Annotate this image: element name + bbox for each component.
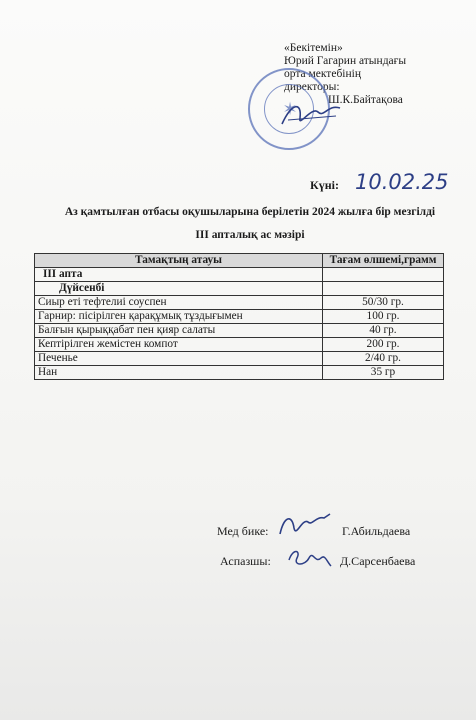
- table-row: [35, 352, 444, 366]
- date-label: Күні:: [310, 178, 339, 192]
- day-label: Дүйсенбі: [35, 282, 323, 296]
- week-empty-cell: [323, 268, 444, 282]
- nurse-signature: [276, 510, 336, 540]
- seal-emblem-icon: ✶: [282, 99, 298, 119]
- column-header-dish: Тамақтың атауы: [35, 254, 323, 268]
- nurse-signature-line: [217, 524, 457, 544]
- cook-signature: [285, 544, 335, 574]
- approval-school-line-2: орта мектебінің: [284, 68, 361, 80]
- column-header-portion: Тағам өлшемі,грамм: [323, 254, 444, 268]
- day-empty-cell: [323, 282, 444, 296]
- week-row: [35, 268, 444, 282]
- dish-name: Гарнир: пісірілген қарақұмық тұздығымен: [35, 310, 323, 324]
- dish-portion: 200 гр.: [323, 338, 444, 352]
- dish-name: Печенье: [35, 352, 323, 366]
- director-signature: [278, 94, 348, 134]
- table-row: [35, 324, 444, 338]
- table-row: [35, 338, 444, 352]
- week-label: III апта: [35, 268, 323, 282]
- approval-school-line: Юрий Гагарин атындағы: [284, 55, 407, 67]
- approval-heading: «Бекітемін»: [284, 42, 343, 54]
- document-title: Аз қамтылған отбасы оқушыларына берілетін 2024 жылға бір мезгілді: [64, 206, 436, 218]
- cook-name: Д.Сарсенбаева: [340, 554, 416, 568]
- menu-table: [34, 253, 444, 380]
- approval-position: директоры:: [284, 81, 340, 93]
- cook-signature-line: [220, 554, 460, 574]
- dish-name: Кептірілген жемістен компот: [35, 338, 323, 352]
- dish-name: Балғын қырыққабат пен қияр салаты: [35, 324, 323, 338]
- table-row: [35, 310, 444, 324]
- dish-portion: 35 гр: [323, 366, 444, 380]
- date-value: 10.02.25: [355, 170, 449, 194]
- cook-label: Аспазшы:: [220, 554, 271, 568]
- day-row: [35, 282, 444, 296]
- table-row: [35, 366, 444, 380]
- approval-director-name: Ш.К.Байтақова: [328, 94, 403, 106]
- dish-portion: 50/30 гр.: [323, 296, 444, 310]
- dish-portion: 40 гр.: [323, 324, 444, 338]
- table-row: [35, 296, 444, 310]
- nurse-label: Мед бике:: [217, 524, 269, 538]
- dish-name: Сиыр еті тефтелиі соуспен: [35, 296, 323, 310]
- table-header-row: [35, 254, 444, 268]
- document-subtitle: III апталық ас мәзірі: [195, 229, 305, 241]
- dish-portion: 2/40 гр.: [323, 352, 444, 366]
- nurse-name: Г.Абильдаева: [342, 524, 411, 538]
- dish-name: Нан: [35, 366, 323, 380]
- dish-portion: 100 гр.: [323, 310, 444, 324]
